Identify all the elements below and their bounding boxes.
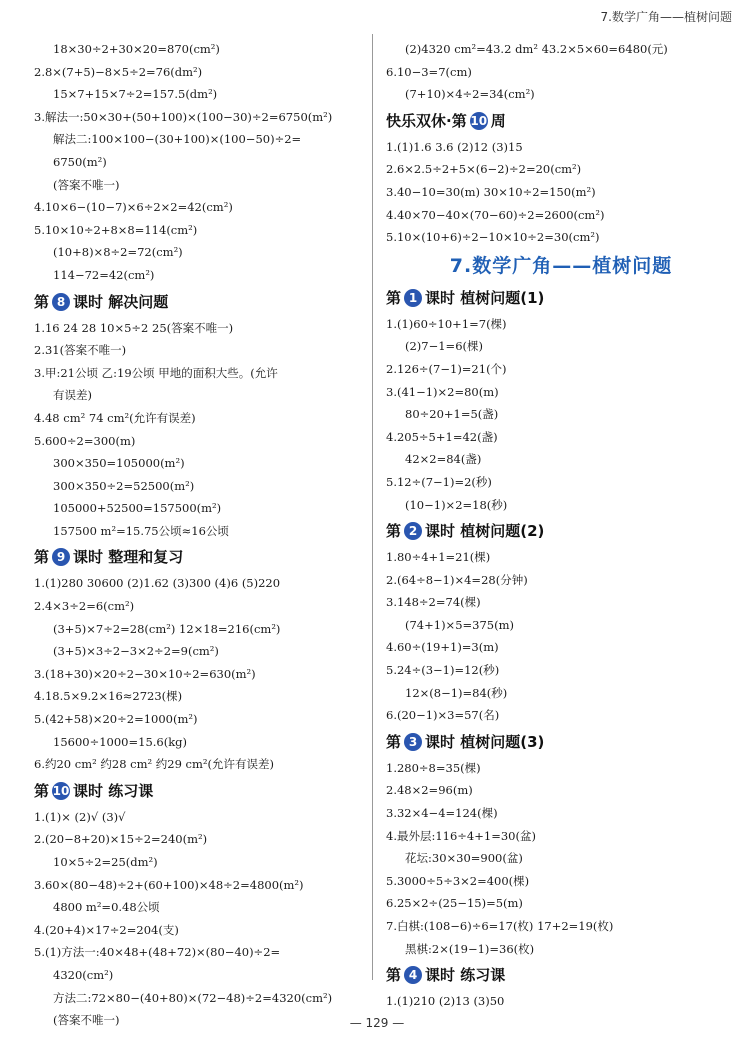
- answer-line: 6.(20−1)×3=57(名): [386, 708, 500, 723]
- answer-line: 花坛:30×30=900(盆): [405, 851, 523, 866]
- answer-line: 3.(41−1)×2=80(m): [386, 384, 499, 399]
- answer-line: (7+10)×4÷2=34(cm²): [405, 87, 535, 102]
- answer-line: 4.最外层:116÷4+1=30(盆): [386, 828, 536, 843]
- weekend-heading: 快乐双休·第 10 周: [386, 111, 506, 130]
- lesson-heading: 第 8 课时 解决问题: [34, 292, 169, 311]
- answers-block: [34, 38, 366, 287]
- answer-line: (3+5)×7÷2=28(cm²) 12×18=216(cm²): [53, 621, 281, 636]
- answer-line: 12×(8−1)=84(秒): [405, 685, 508, 700]
- answer-line: 解法二:100×100−(30+100)×(100−50)÷2=: [53, 132, 302, 147]
- answer-line: 3.148÷2=74(棵): [386, 595, 481, 610]
- answer-line: 15×7+15×7÷2=157.5(dm²): [53, 87, 218, 102]
- answers-block: [386, 990, 736, 1013]
- answer-line: 42×2=84(盏): [405, 452, 482, 467]
- answer-line: 5.12÷(7−1)=2(秒): [386, 474, 492, 489]
- answer-line: 1.280÷8=35(棵): [386, 760, 481, 775]
- answer-line: 5.10×10÷2+8×8=114(cm²): [34, 222, 198, 237]
- answers-block: [386, 757, 736, 960]
- answer-line: (10−1)×2=18(秒): [405, 497, 508, 512]
- left-column: [34, 38, 366, 1032]
- answer-line: (2)7−1=6(棵): [405, 339, 483, 354]
- answer-line: (10+8)×8÷2=72(cm²): [53, 245, 183, 260]
- answer-line: 4.60÷(19+1)=3(m): [386, 640, 499, 655]
- answers-block: [34, 317, 366, 543]
- lesson-heading: 第 1 课时 植树问题(1): [386, 288, 545, 307]
- answer-line: 2.4×3÷2=6(cm²): [34, 599, 135, 614]
- right-column: [386, 38, 736, 1013]
- answer-line: 4.205÷5+1=42(盏): [386, 429, 498, 444]
- answer-line: 5.(1)方法一:40×48+(48+72)×(80−40)÷2=: [34, 945, 281, 960]
- answers-block: [34, 806, 366, 1032]
- answer-line: 6.10−3=7(cm): [386, 64, 472, 79]
- answer-line: 黑棋:2×(19−1)=36(枚): [405, 941, 535, 956]
- answer-line: 3.40−10=30(m) 30×10÷2=150(m²): [386, 184, 596, 199]
- answer-line: (答案不唯一): [53, 1013, 120, 1028]
- answer-line: 1.(1)280 30600 (2)1.62 (3)300 (4)6 (5)220: [34, 576, 281, 591]
- answer-line: 6750(m²): [53, 154, 107, 169]
- answer-line: 2.48×2=96(m): [386, 783, 473, 798]
- answer-line: 5.(42+58)×20÷2=1000(m²): [34, 712, 198, 727]
- answers-block: [386, 38, 736, 106]
- answer-line: 3.(18+30)×20÷2−30×10÷2=630(m²): [34, 666, 256, 681]
- lesson-heading: 第 9 课时 整理和复习: [34, 548, 184, 567]
- answer-line: 1.(1)60÷10+1=7(棵): [386, 316, 507, 331]
- lesson-number-badge: 10: [52, 783, 70, 798]
- answer-line: 2.8×(7+5)−8×5÷2=76(dm²): [34, 64, 203, 79]
- lesson-heading: 第 10 课时 练习课: [34, 781, 154, 800]
- answer-line: 有误差): [53, 388, 92, 403]
- answers-block: [386, 546, 736, 727]
- answer-line: 4.48 cm² 74 cm²(允许有误差): [34, 410, 196, 425]
- lesson-number-badge: 9: [52, 548, 70, 566]
- answer-line: 3.甲:21公顷 乙:19公顷 甲地的面积大些。(允许: [34, 365, 278, 380]
- answer-line: 1.80÷4+1=21(棵): [386, 550, 491, 565]
- answer-line: 300×350÷2=52500(m²): [53, 478, 195, 493]
- answer-line: 4.40×70−40×(70−60)÷2=2600(cm²): [386, 207, 605, 222]
- section-title: 7.数学广角——植树问题: [449, 254, 673, 277]
- answer-line: 5.10×(10+6)÷2−10×10÷2=30(cm²): [386, 230, 600, 245]
- answer-line: 3.60×(80−48)÷2+(60+100)×48÷2=4800(m²): [34, 877, 304, 892]
- lesson-number-badge: 3: [404, 733, 422, 751]
- lesson-heading: 第 2 课时 植树问题(2): [386, 522, 545, 541]
- answer-line: (3+5)×3÷2−3×2÷2=9(cm²): [53, 644, 219, 659]
- answer-line: 4800 m²=0.48公顷: [53, 900, 160, 915]
- lesson-heading: 第 4 课时 练习课: [386, 966, 506, 985]
- answer-line: 5.600÷2=300(m): [34, 433, 136, 448]
- lesson-number-badge: 1: [404, 289, 422, 307]
- answer-line: 2.31(答案不唯一): [34, 343, 127, 358]
- answers-block: [386, 313, 736, 516]
- answer-line: 4320(cm²): [53, 967, 114, 982]
- answer-line: 6.25×2÷(25−15)=5(m): [386, 896, 523, 911]
- answer-line: 3.32×4−4=124(棵): [386, 806, 498, 821]
- column-divider: [372, 34, 373, 980]
- answer-line: 方法二:72×80−(40+80)×(72−48)÷2=4320(cm²): [53, 990, 333, 1005]
- answer-line: (74+1)×5=375(m): [405, 617, 514, 632]
- answer-line: 3.解法一:50×30+(50+100)×(100−30)÷2=6750(m²): [34, 109, 333, 124]
- lesson-number-badge: 2: [404, 522, 422, 540]
- answer-line: 2.(64÷8−1)×4=28(分钟): [386, 572, 528, 587]
- answer-line: 1.16 24 28 10×5÷2 25(答案不唯一): [34, 320, 234, 335]
- answer-line: 300×350=105000(m²): [53, 456, 185, 471]
- answer-line: 2.6×2.5÷2+5×(6−2)÷2=20(cm²): [386, 162, 582, 177]
- answer-line: 2.126÷(7−1)=21(个): [386, 361, 507, 376]
- answer-line: (答案不唯一): [53, 177, 120, 192]
- answer-line: 4.(20+4)×17÷2=204(支): [34, 922, 179, 937]
- answer-line: 6.约20 cm² 约28 cm² 约29 cm²(允许有误差): [34, 757, 274, 772]
- answer-line: 10×5÷2=25(dm²): [53, 855, 158, 869]
- answers-block: [386, 136, 736, 249]
- answer-line: 1.(1)210 (2)13 (3)50: [386, 994, 505, 1009]
- answer-line: 157500 m²=15.75公顷≈16公顷: [53, 523, 229, 538]
- answer-line: 105000+52500=157500(m²): [53, 501, 222, 516]
- page-number: — 129 —: [349, 1016, 405, 1030]
- answer-line: 1.(1)1.6 3.6 (2)12 (3)15: [386, 139, 523, 154]
- lesson-number-badge: 8: [52, 293, 70, 311]
- answer-line: 2.(20−8+20)×15÷2=240(m²): [34, 832, 208, 847]
- answer-line: 5.24÷(3−1)=12(秒): [386, 663, 500, 678]
- running-header: 7.数学广角——植树问题: [600, 10, 732, 24]
- lesson-heading: 第 3 课时 植树问题(3): [386, 732, 545, 751]
- answers-block: [34, 572, 366, 775]
- answer-line: 7.白棋:(108−6)÷6=17(枚) 17+2=19(枚): [386, 919, 614, 933]
- answer-line: 114−72=42(cm²): [53, 267, 155, 282]
- lesson-number-badge: 4: [404, 966, 422, 984]
- answer-line: 4.18.5×9.2×16≈2723(棵): [34, 689, 183, 704]
- answer-line: 80÷20+1=5(盏): [405, 407, 499, 422]
- week-number-badge: 10: [470, 113, 488, 128]
- answer-line: 4.10×6−(10−7)×6÷2×2=42(cm²): [34, 200, 233, 215]
- answer-line: 5.3000÷5÷3×2=400(棵): [386, 873, 530, 888]
- answer-line: 1.(1)× (2)√ (3)√: [34, 809, 126, 824]
- answer-line: 15600÷1000=15.6(kg): [53, 734, 188, 749]
- answer-line: (2)4320 cm²=43.2 dm² 43.2×5×60=6480(元): [405, 42, 668, 56]
- answer-line: 18×30÷2+30×20=870(cm²): [53, 42, 220, 56]
